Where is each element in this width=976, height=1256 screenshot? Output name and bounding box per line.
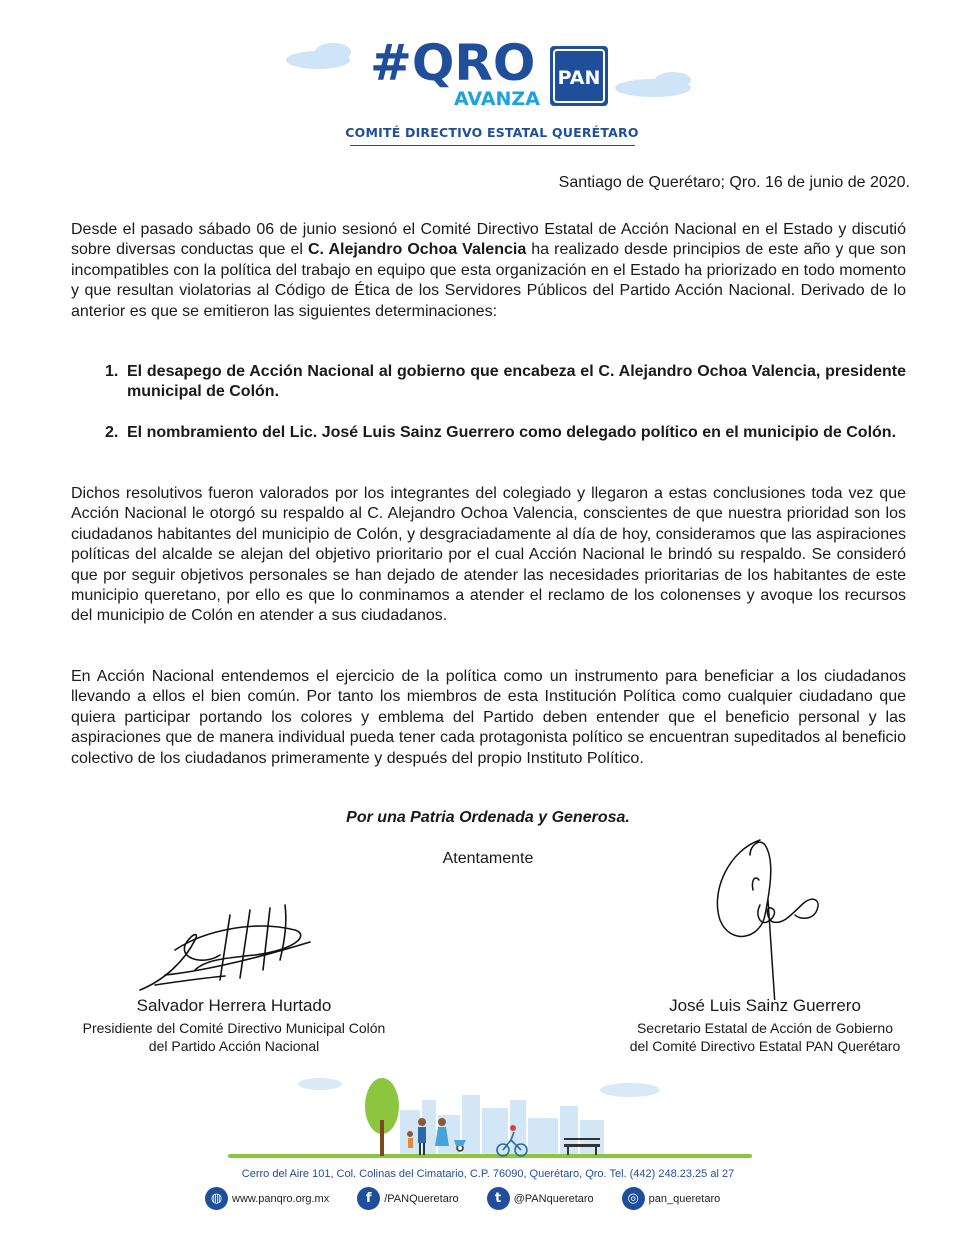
intro-text-start: Desde el pasado sábado 06 de junio sesionó el Comité Directivo Estatal de Acción Nacional en el Estado y discutió sobre diversas conductas que el	[71, 221, 906, 259]
role-line: del Comité Directivo Estatal PAN Querétaro	[629, 1038, 901, 1054]
social-label[interactable]: pan_queretaro	[648, 1192, 721, 1205]
header-logo	[278, 30, 698, 122]
signatory-name-right: José Luis Sainz Guerrero	[669, 996, 861, 1015]
intro-bold-name: C. Alejandro Ochoa Valencia	[308, 241, 527, 259]
social-twitter[interactable]	[487, 1187, 594, 1210]
facebook-icon: f	[357, 1187, 380, 1210]
globe-icon: ◍	[205, 1187, 228, 1210]
social-label[interactable]: www.panqro.org.mx	[232, 1192, 330, 1205]
paragraph-policy: En Acción Nacional entendemos el ejercicio de la política como un instrumento para beneficiar a los ciudadanos llevando a ellos el bien común. Por tanto los miembros de esta Institución Política como cualquier ciudadano que quiera participar portando los colores y emblema del Partido deben entender que el beneficio personal y las aspiraciones que de manera individual pueda tener cada protagonista político se encuentran supeditados al beneficio colectivo de los ciudadanos primeramente y después del propio Instituto Político.	[71, 668, 906, 767]
list-text: El nombramiento del Lic. José Luis Sainz Guerrero como delegado político en el municipio de Colón.	[127, 424, 897, 441]
letter-date: Santiago de Querétaro; Qro. 16 de junio de 2020.	[558, 174, 910, 191]
pan-logo-text: PAN	[557, 67, 601, 89]
footer-illustration	[210, 1070, 770, 1165]
signatory-role-right	[582, 1019, 948, 1055]
role-line: Presidiente del Comité Directivo Municipal Colón	[82, 1020, 386, 1036]
social-label[interactable]: @PANqueretaro	[513, 1192, 594, 1205]
committee-name: COMITÉ DIRECTIVO ESTATAL QUERÉTARO	[345, 125, 639, 140]
signatory-name-left: Salvador Herrera Hurtado	[136, 996, 332, 1015]
hashtag-text: #QRO	[370, 34, 536, 92]
role-line: del Partido Acción Nacional	[148, 1038, 320, 1054]
social-links	[205, 1187, 748, 1210]
list-number: 1.	[105, 363, 119, 380]
determination-item-2	[105, 423, 906, 443]
tree-icon	[365, 1078, 399, 1156]
slogan-text: AVANZA	[454, 88, 540, 110]
signatory-role-left	[40, 1019, 428, 1055]
closing-salutation: Atentamente	[442, 850, 534, 867]
list-number: 2.	[105, 424, 119, 441]
list-text: El desapego de Acción Nacional al gobierno que encabeza el C. Alejandro Ochoa Valencia, presidente municipal de Colón.	[127, 363, 906, 401]
intro-text-end: ha realizado desde principios de este año y que son incompatibles con la política del trabajo en equipo que esta organización en el Estado ha priorizado en todo momento y que resultan violatorias al Código de Ética de los Servidores Públicos del Partido Acción Nacional. Derivado de lo anterior es que se emitieron las siguientes determinaciones:	[71, 241, 906, 320]
divider	[350, 145, 635, 146]
footer-address: Cerro del Aire 101, Col. Colinas del Cimatario, C.P. 76090, Querétaro, Qro. Tel. (442) 248.23.25 al 27	[241, 1168, 735, 1180]
party-motto: Por una Patria Ordenada y Generosa.	[346, 809, 630, 826]
determination-item-1	[105, 362, 906, 403]
paragraph-resolutions: Dichos resolutivos fueron valorados por los integrantes del colegiado y llegaron a estas conclusiones toda vez que Acción Nacional le otorgó su respaldo al C. Alejandro Ochoa Valencia, conscientes de que nuestra prioridad son los ciudadanos habitantes del municipio de Colón, y desgraciadamente al día de hoy, consideramos que las aspiraciones políticas del alcalde se alejan del objetivo prioritario por el cual Acción Nacional le brindó su respaldo. Se consideró que por seguir objetivos personales se han dejado de atender las necesidades prioritarias de los habitantes de este municipio queretano, por ello es que lo conminamos a atender el reclamo de los colonenses y avoque los recursos del municipio de Colón en atender a sus ciudadanos.	[71, 485, 906, 625]
social-label[interactable]: /PANQueretaro	[384, 1192, 459, 1205]
social-website[interactable]	[205, 1187, 329, 1210]
twitter-icon: t	[487, 1187, 510, 1210]
social-facebook[interactable]	[357, 1187, 458, 1210]
signature-left-icon	[135, 900, 315, 1000]
signature-right-icon	[705, 830, 835, 1000]
social-instagram[interactable]	[622, 1187, 721, 1210]
instagram-icon: ◎	[622, 1187, 645, 1210]
paragraph-intro	[71, 220, 906, 322]
role-line: Secretario Estatal de Acción de Gobierno	[636, 1020, 894, 1036]
